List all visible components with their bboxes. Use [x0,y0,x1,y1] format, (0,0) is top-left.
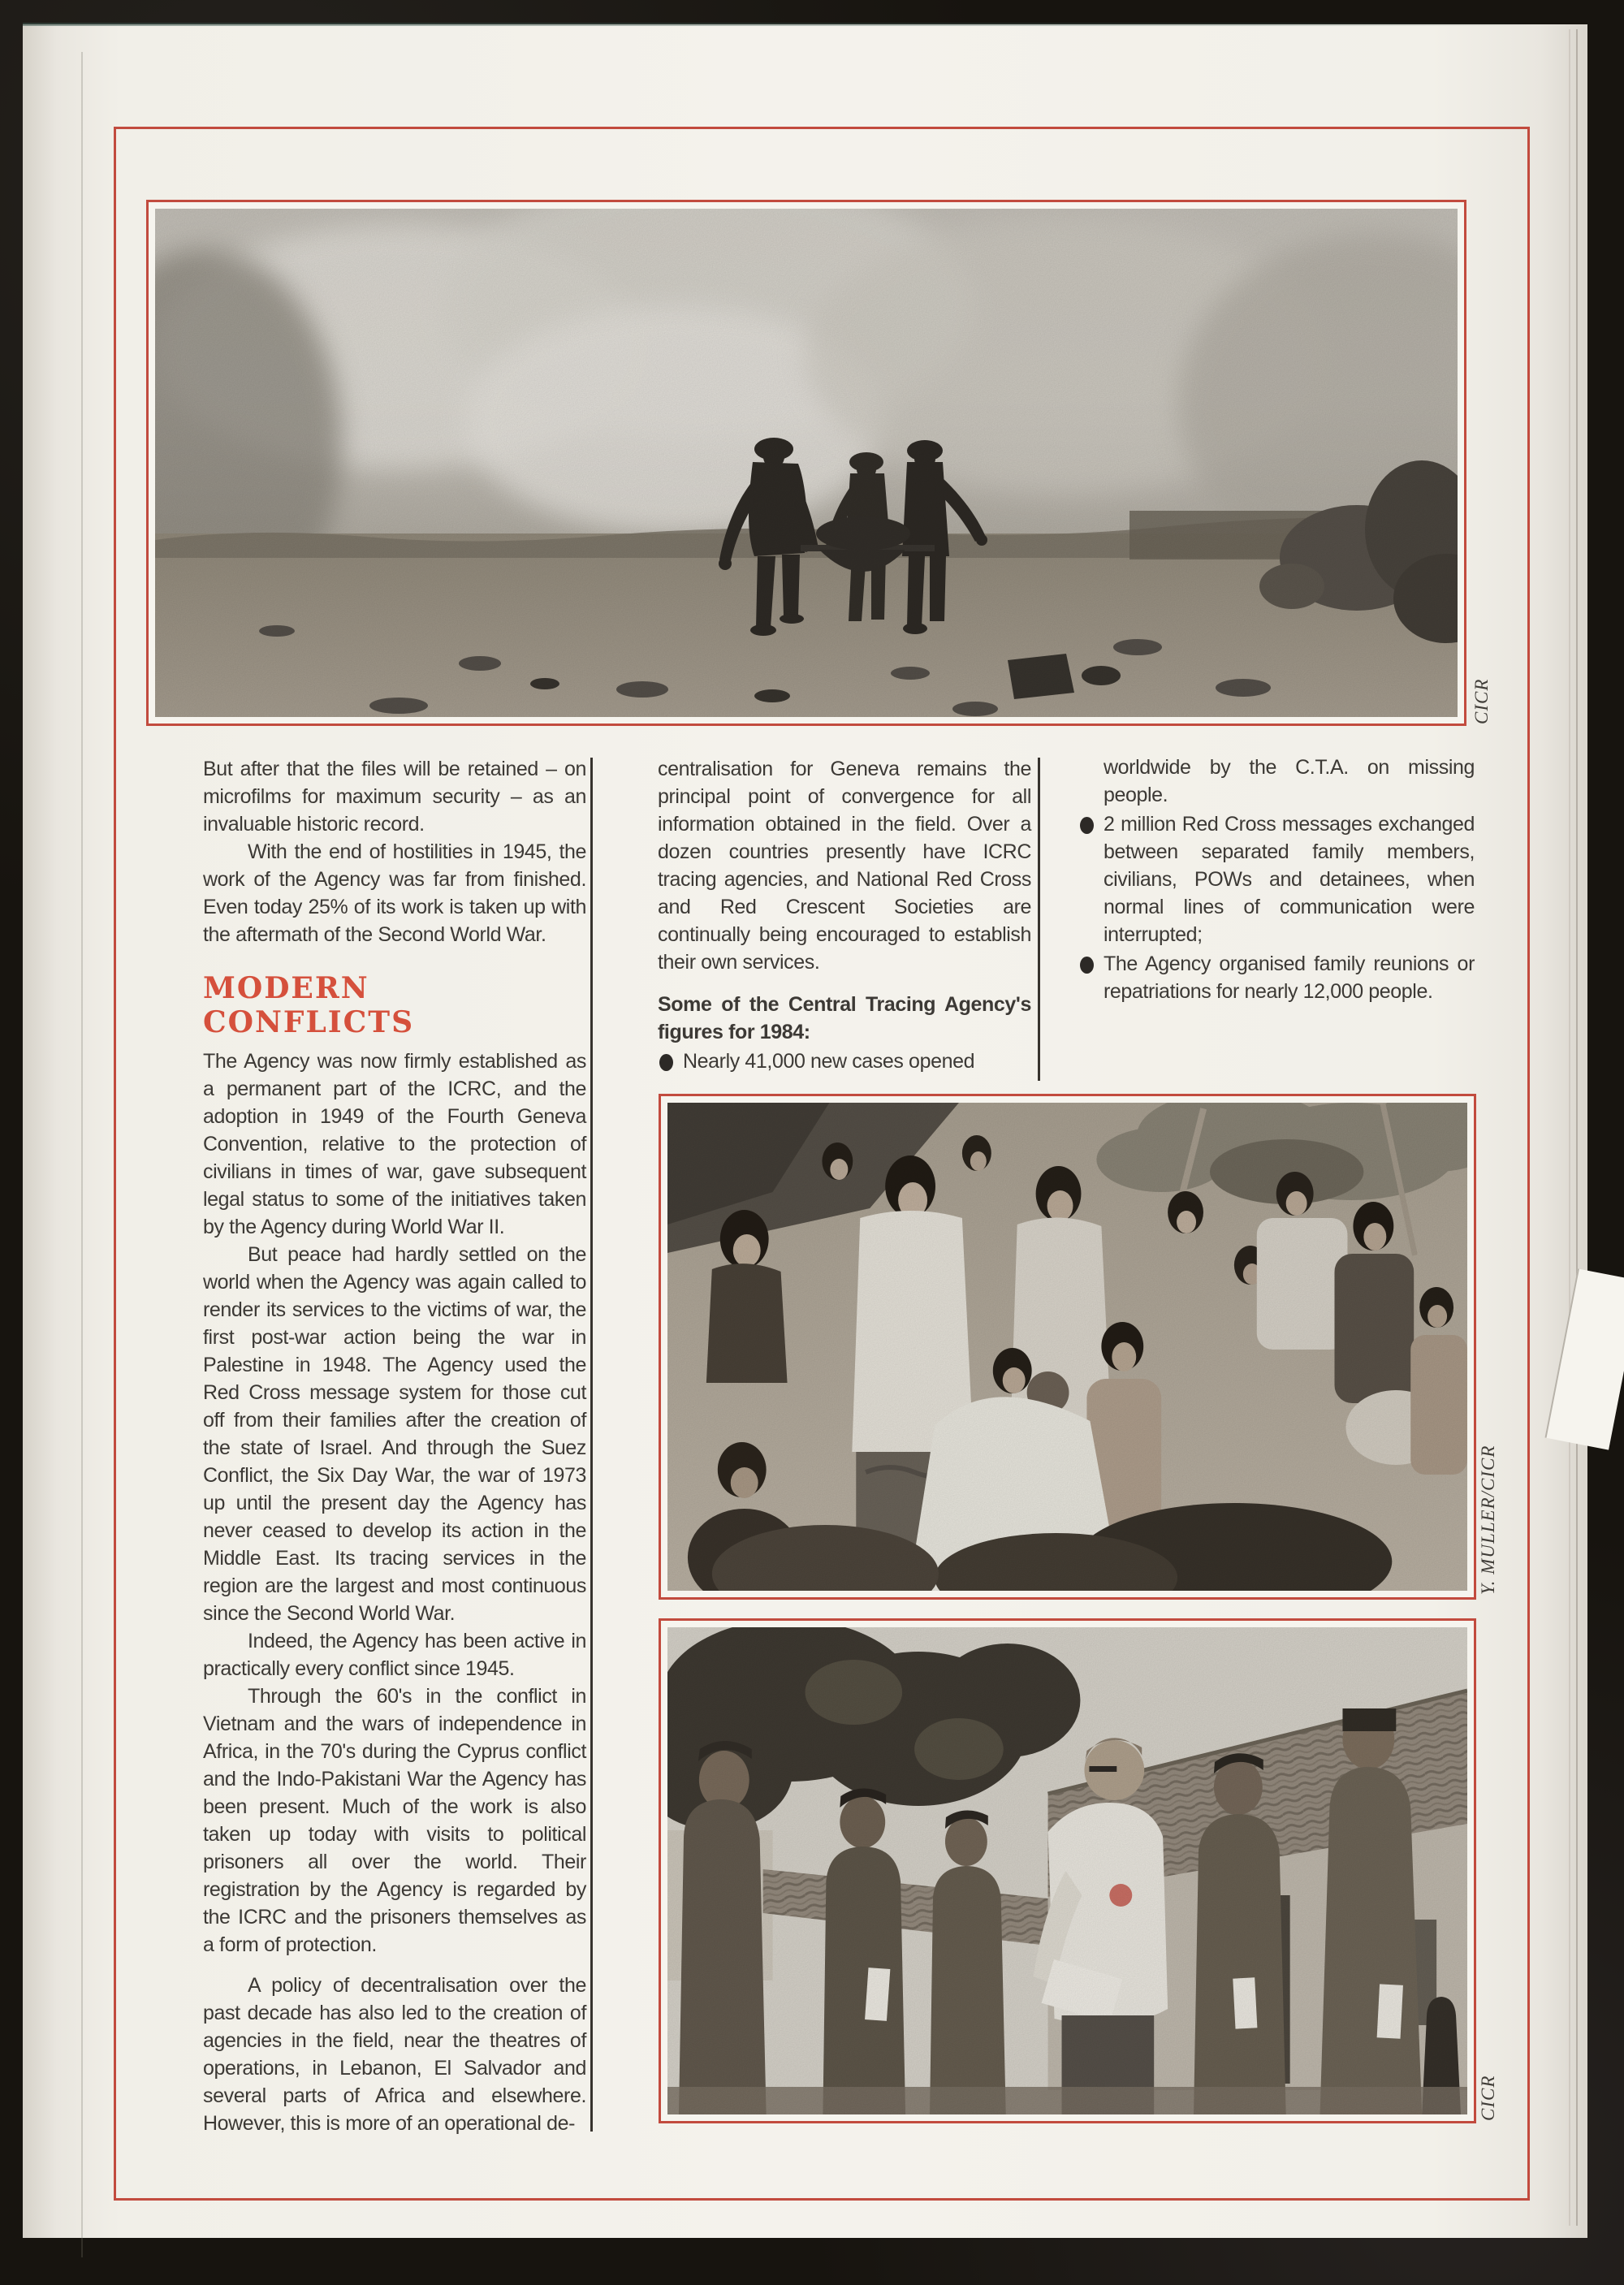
bullet-item [1078,810,1475,948]
paragraph: Indeed, the Agency has been active in practically every conflict since 1945. [203,1630,586,1680]
photo-refugee-crowd [659,1094,1476,1600]
paragraph: But after that the files will be retained – on microfilms for maximum security – as an invaluable historic record. [203,758,586,836]
section-heading: MODERN CONFLICTS [203,971,415,1039]
paragraph: Through the 60's in the conflict in Vietnam and the wars of independence in Africa, in the 70's during the Cyprus conflict and the Indo-Pakistani War the Agency has been present. Much of the work is also taken up today with visits to political prisoners all over the world. Their registration by the Agency is regarded by the ICRC and the prisoners themselves as a form of protection. [203,1685,586,1956]
paragraph: With the end of hostilities in 1945, the work of the Agency was far from finished. Even today 25% of its work is taken up with the aftermath of the Second World War. [203,840,586,946]
page-top-edge [23,23,1566,26]
column-divider [590,758,593,2132]
photo-credit-top: CICR [1471,678,1492,724]
paragraph: A policy of decentralisation over the past decade has also led to the creation of agencies in the field, near the theatres of operations, in Lebanon, El Salvador and several parts of Africa and elsewhere. However, this is more of an operational de- [203,1974,586,2135]
photo-stretcher-bearers [146,200,1466,726]
bullet-item [658,1047,1031,1075]
page-stack-edge [1576,29,1578,2226]
bullet-icon [1080,957,1094,974]
text-column-right [1078,754,1475,1005]
continuation-text: worldwide by the C.T.A. on missing people. [1104,756,1475,806]
bullet-text: The Agency organised family reunions or repatriations for nearly 12,000 people. [1104,952,1475,1003]
figures-subheading: Some of the Central Tracing Agency's figures for 1984: [658,993,1031,1043]
page-stack-edge [1569,29,1570,2226]
bullet-item [1078,950,1475,1005]
bullet-text: Nearly 41,000 new cases opened [683,1050,975,1073]
photo-prisoner-registration [659,1618,1476,2123]
spine-fold-line [81,52,83,2257]
paragraph: centralisation for Geneva remains the principal point of convergence for all information obtained in the field. Over a dozen countries presently have ICRC tracing agencies, and National Red Cross and Red Crescent Societies are continually being encouraged to establish their own services. [658,758,1031,974]
paragraph: But peace had hardly settled on the world when the Agency was again called to render its services to the victims of war, the first post-war action being the war in Palestine in 1948. The Agency used the Red Cross message system for those cut off from their families after the creation of the state of Israel. And through the Suez Conflict, the Six Day War, the war of 1973 up until the present day the Agency has never ceased to develop its action in the Middle East. Its tracing services in the region are the largest and most continuous since the Second World War. [203,1243,586,1625]
bullet-icon [1080,817,1094,834]
paragraph: The Agency was now firmly established as a permanent part of the ICRC, and the adoption in 1949 of the Fourth Geneva Convention, relative to the protection of civilians in times of war, gave subsequent legal status to some of the initiatives taken by the Agency during World War II. [203,1050,586,1238]
photo-credit-middle: Y. MULLER/CICR [1478,1445,1498,1595]
bullet-icon [659,1054,673,1071]
bullet-text: 2 million Red Cross messages exchanged between separated family members, civilians, POWs and detainees, when normal lines of communication were interrupted; [1104,813,1475,946]
column-divider [1038,758,1040,1081]
text-column-left [203,755,586,2137]
photo-credit-bottom: CICR [1478,2075,1498,2121]
text-column-middle [658,755,1031,1075]
magazine-page [23,24,1587,2238]
